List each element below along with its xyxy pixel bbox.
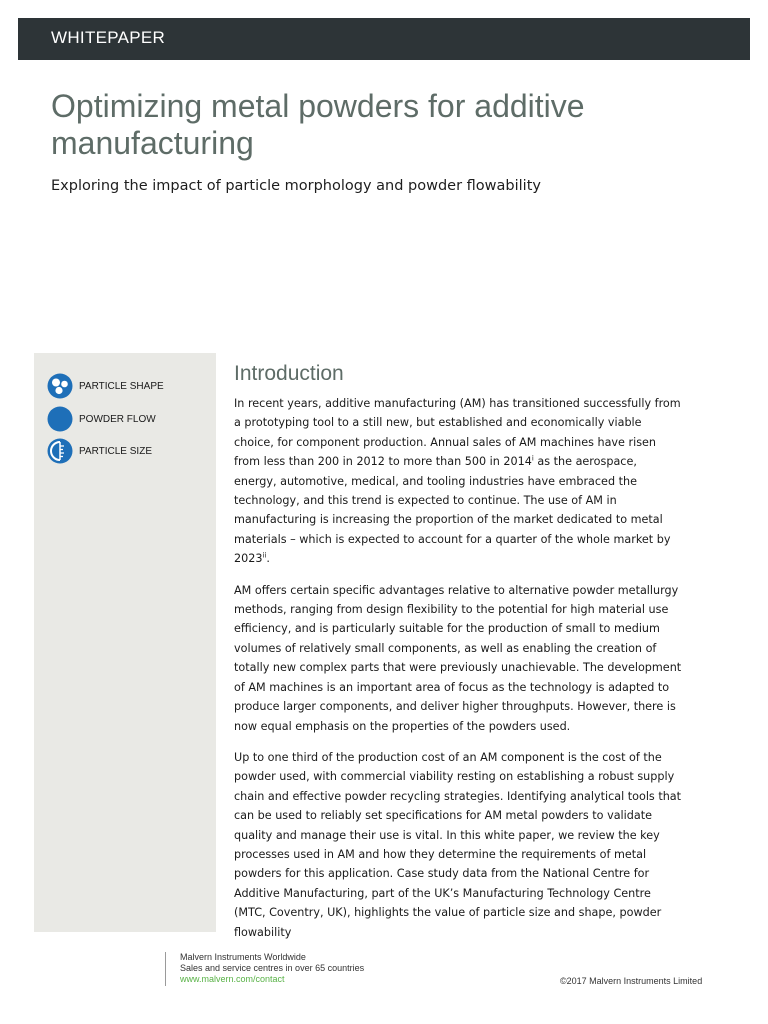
- paragraph-1: [234, 394, 682, 569]
- sidebar: [34, 353, 216, 932]
- particle-shape-icon: [47, 373, 73, 399]
- footnote-ref[interactable]: ii: [262, 551, 267, 560]
- paragraph-3: Up to one third of the production cost of an AM component is the cost of the powder used, with commercial viability resting on establishing a robust supply chain and effective powder recycling strategies. Identifying analytical tools that can be used to reliably set specifications for AM metal powders to validate quality and manage their use is vital. In this white paper, we review the key processes used in AM and how they determine the requirements of metal powders for this application. Case study data from the National Centre for Additive Manufacturing, part of the UK’s Manufacturing Technology Centre (MTC, Coventry, UK), highlights the value of particle size and shape, powder flowability: [234, 750, 682, 939]
- sidebar-item-particle-size[interactable]: [47, 438, 152, 464]
- powder-flow-icon: [47, 406, 73, 432]
- footer-divider: [165, 952, 166, 986]
- footer-contact-link[interactable]: www.malvern.com/contact: [180, 974, 285, 984]
- main-content: [234, 362, 682, 954]
- document-type-label: WHITEPAPER: [51, 28, 166, 47]
- sidebar-item-powder-flow[interactable]: [47, 406, 156, 432]
- sidebar-item-label: PARTICLE SHAPE: [79, 380, 164, 392]
- copyright-notice: ©2017 Malvern Instruments Limited: [560, 976, 703, 986]
- paragraph-text: as the aerospace, energy, automotive, medical, and tooling industries have embraced the technology, and this trend is expected to continue. The use of AM in manufacturing is increasing the proportion of the market dedicated to metal materials – which is expected to account for a quarter of the whole market by 2023: [234, 455, 671, 566]
- footer-contact: [180, 952, 364, 985]
- paragraph-text: .: [266, 552, 270, 566]
- section-heading: Introduction: [234, 362, 344, 385]
- page-subtitle: Exploring the impact of particle morphology and powder flowability: [51, 178, 541, 194]
- sidebar-item-particle-shape[interactable]: [47, 373, 164, 399]
- footer-company: Malvern Instruments Worldwide: [180, 952, 306, 962]
- footer-tagline: Sales and service centres in over 65 countries: [180, 963, 365, 973]
- footnote-ref[interactable]: i: [531, 454, 534, 463]
- paragraph-text: In recent years, additive manufacturing (AM) has transitioned successfully from a prototyping tool to a still new, but established and economically viable choice, for component production. Annual sales of AM machines have risen from less than 200 in 2012 to more than 500 in 2014: [234, 397, 681, 469]
- page-title: Optimizing metal powders for additive manufacturing: [51, 88, 585, 161]
- sidebar-item-label: POWDER FLOW: [79, 413, 156, 425]
- particle-size-icon: [47, 438, 73, 464]
- sidebar-item-label: PARTICLE SIZE: [79, 445, 152, 457]
- header-bar: [18, 18, 750, 60]
- paragraph-2: AM offers certain specific advantages relative to alternative powder metallurgy methods, ranging from design flexibility to the potential for high material use efficiency, and is particularly suitable for the production of small to medium volumes of relatively small components, as well as enabling the creation of totally new complex parts that were previously unachievable. The development of AM machines is an important area of focus as the technology is adapted to produce larger components, and deliver higher throughputs. However, there is now equal emphasis on the properties of the powders used.: [234, 583, 682, 733]
